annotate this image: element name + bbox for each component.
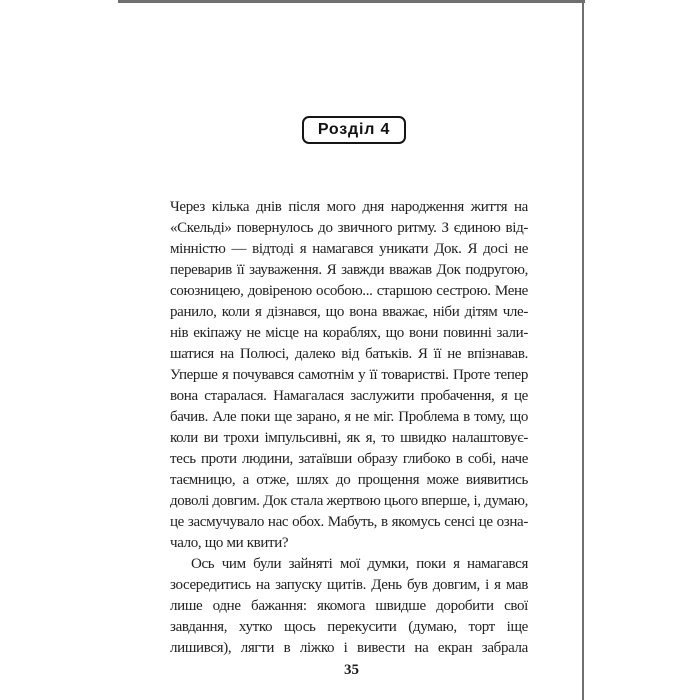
page-number: 35	[344, 662, 359, 678]
text-line: це засмучувало нас обох. Мабуть, в якомусь сенсі це озна-	[170, 514, 528, 530]
text-line: вона старалася. Намагалася заслужити пробачення, я це	[170, 388, 528, 404]
text-line: лише одне бажання: якомога швидше доробити свої	[170, 598, 528, 614]
text-line: Уперше я почувався самотнім у її товаристві. Проте тепер	[170, 367, 528, 383]
text-line: переварив її зауваження. Я завжди вважав Док подругою,	[170, 262, 528, 278]
text-line: доволі довгим. Док стала жертвою цього вперше, і, думаю,	[170, 493, 528, 509]
text-line: мінністю — відтоді я намагався уникати Док. Я досі не	[170, 241, 528, 257]
text-line: ранило, коли я дізнався, що вона вважає, ніби дітям чле-	[170, 304, 528, 320]
text-line: лишився), лягти в ліжко і вивести на екран забрала	[170, 640, 528, 656]
text-line: тесь проти людини, затаївши образу глибоко в собі, наче	[170, 451, 528, 467]
page-frame-top-edge	[118, 0, 585, 3]
text-line: таємницю, а отже, шлях до прощення може виявитись	[170, 472, 528, 488]
text-line: Через кілька днів після мого дня народження життя на	[170, 199, 528, 215]
text-line: бачив. Але поки ще зарано, я не міг. Проблема в тому, що	[170, 409, 528, 425]
body-text-block	[170, 197, 528, 659]
text-line: зосередитись на запуску щитів. День був довгим, і я мав	[170, 577, 528, 593]
text-line: коли ви трохи імпульсивні, як я, то швидко налаштовує-	[170, 430, 528, 446]
text-line: нів екіпажу не місце на кораблях, що вони повинні зали-	[170, 325, 528, 341]
paragraph	[170, 554, 528, 659]
text-line: завдання, хутко щось перекусити (думаю, торт іще	[170, 619, 528, 635]
chapter-heading-badge	[302, 116, 406, 144]
text-line: союзницею, довіреною особою... старшою сестрою. Мене	[170, 283, 528, 299]
chapter-heading-label: Розділ 4	[317, 121, 391, 138]
paragraph	[170, 197, 528, 554]
text-line: Ось чим були зайняті мої думки, поки я намагався	[191, 556, 528, 572]
text-line: чало, що ми квити?	[170, 535, 289, 551]
text-line: шатися на Полюсі, далеко від батьків. Я її не впізнавав.	[170, 346, 528, 362]
text-line: «Скельді» повернулось до звичного ритму. З єдиною від-	[170, 220, 528, 236]
page-frame-right-edge	[582, 0, 584, 700]
